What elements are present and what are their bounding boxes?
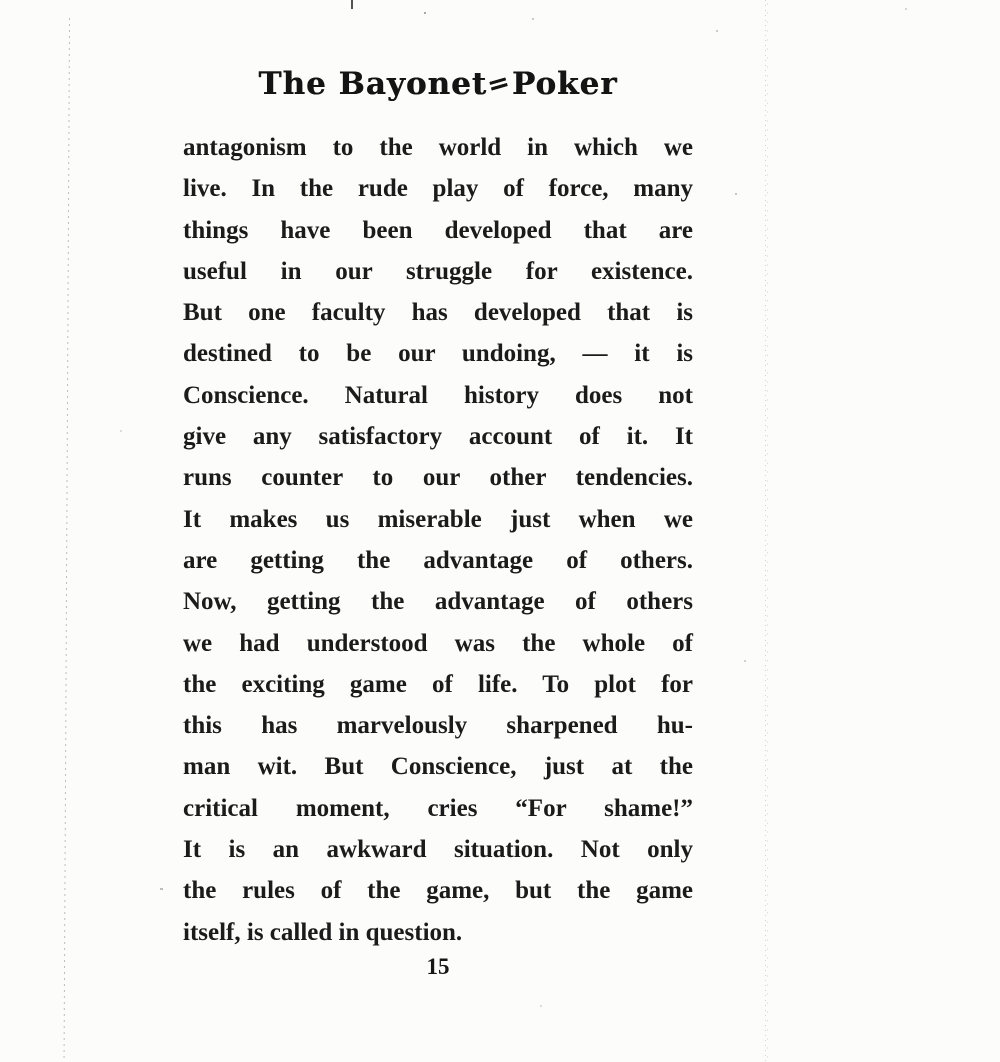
body-line: It is an awkward situation. Not only bbox=[183, 836, 693, 864]
body-line: antagonism to the world in which we bbox=[183, 134, 693, 161]
body-line: are getting the advantage of others. bbox=[183, 546, 693, 574]
body-line: the exciting game of life. To plot for bbox=[183, 670, 693, 698]
scan-speckle bbox=[532, 18, 534, 20]
running-head-title bbox=[183, 64, 693, 106]
scan-speckle bbox=[735, 193, 737, 195]
body-line: Now, getting the advantage of others bbox=[183, 588, 693, 616]
scan-speckle bbox=[716, 30, 718, 32]
body-line-last: itself, is called in question. bbox=[183, 918, 463, 946]
page-number: 15 bbox=[426, 954, 450, 979]
title-left: The Bayonet bbox=[258, 66, 488, 102]
body-line: runs counter to our other tendencies. bbox=[183, 464, 693, 492]
body-line: we had understood was the whole of bbox=[183, 629, 693, 657]
body-line: But one faculty has developed that is bbox=[183, 299, 693, 327]
scan-speckle bbox=[351, 0, 353, 9]
body-line: give any satisfactory account of it. It bbox=[183, 423, 693, 451]
double-oblique-hyphen: = bbox=[483, 66, 515, 102]
body-line: It makes us miserable just when we bbox=[183, 505, 693, 533]
scan-page-edge-left bbox=[64, 18, 70, 1062]
body-line: Conscience. Natural history does not bbox=[183, 381, 693, 409]
body-line: things have been developed that are bbox=[183, 216, 693, 244]
body-line: critical moment, cries “For shame!” bbox=[183, 794, 693, 822]
body-line: the rules of the game, but the game bbox=[183, 877, 693, 905]
body-line: useful in our struggle for existence. bbox=[183, 257, 693, 285]
body-text bbox=[183, 127, 693, 953]
title-right: Poker bbox=[511, 66, 618, 102]
scan-speckle bbox=[540, 1005, 542, 1007]
scan-noise-band-right bbox=[763, 0, 769, 1062]
scan-speckle bbox=[120, 430, 122, 432]
body-line: destined to be our undoing, — it is bbox=[183, 340, 693, 368]
body-line: man wit. But Conscience, just at the bbox=[183, 753, 693, 781]
scan-speckle bbox=[160, 888, 163, 890]
body-line: this has marvelously sharpened hu- bbox=[183, 712, 693, 740]
body-line: live. In the rude play of force, many bbox=[183, 175, 693, 203]
scan-speckle bbox=[744, 660, 746, 662]
scan-speckle bbox=[424, 12, 426, 14]
scan-speckle bbox=[905, 8, 907, 10]
